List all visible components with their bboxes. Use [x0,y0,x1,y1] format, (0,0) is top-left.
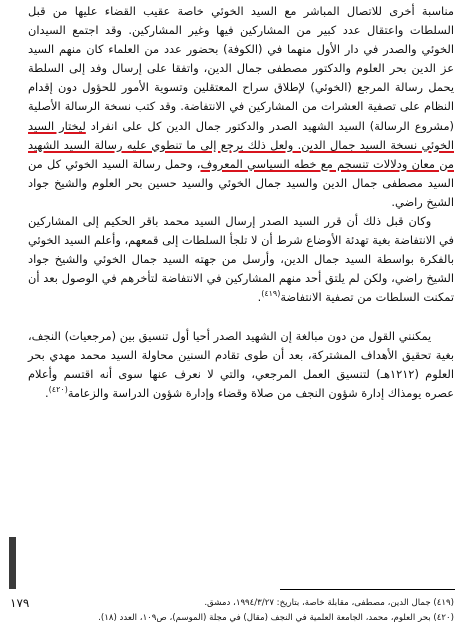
paragraph-1-tail: ، وحمل رسالة السيد الخوئي كل من السيد مصطفى جمال الدين والسيد جمال الخوئي والسيد حسين بحر العلوم والشيخ جواد الشيخ راضي. [28,156,454,209]
paragraph-3-end: . [45,385,49,400]
main-text [28,2,454,403]
paragraph-3-text: يمكنني القول من دون مبالغة إن الشهيد الصدر أحيا أول تنسيق بين (مرجعيات) النجف، بغية تحقيق الأهداف المشتركة، بعد أن طوى تقادم السنين محاولة السيد محمد مهدي بحر العلوم (١٢١٢هـ) لتنسيق العمل المرجعي، والتي لا نعرف عنها سوى أنه اقتسم وأعلام عصره يومذاك إدارة شؤون النجف من صلاة وقضاء وإدارة شؤون الدراسة والزعامة [28,328,454,400]
footnote-ref-420[interactable]: (٤٢٠) [48,384,68,394]
page-number: ١٧٩ [10,596,30,610]
paragraph-3 [28,327,454,403]
paragraph-1 [28,2,454,212]
footnote-420: (٤٢٠) بحر العلوم، محمد، الجامعة العلمية في النجف (مقال) في مجلة (الموسم)، ص١٠٩، العدد (١٨). [98,613,454,623]
paragraph-2-end: . [257,290,262,305]
footnote-divider [280,589,455,590]
paragraph-1-text: مناسبة أخرى للاتصال المباشر مع السيد الخوئي خاصة عقيب القضاء عليها من قبل السلطات واعتقال عدد كبير من المشاركين فيها وغير المشاركين. وقد اجتمع السيدان الخوئي والصدر في دار الأول منهما في (الكوفة) بحضور عدد من العلماء كان منهم السيد عز الدين بحر العلوم والدكتور مصطفى جمال الدين، واتفقا على إرسال وفد إلى السلطة يحمل رسالة المرجع (الخوئي) لإطلاق سراح المعتقلين وتسوية الأمور للحؤول دون إقدام النظام على تصفية العشرات من المشاركين في الانتفاضة. وقد كتب نسخة الرسالة الأصلية (مشروع الرسالة) السيد الشهيد الصدر والدكتور جمال الدين كل على انفراد [28,4,454,133]
footnote-419: (٤١٩) جمال الدين، مصطفى، مقابلة خاصة، بتاريخ: ١٩٩٤/٣/٢٧، دمشق. [204,598,454,608]
paragraph-2 [28,212,454,307]
footnote-ref-419[interactable]: (٤١٩) [261,289,281,299]
footnotes [28,596,454,626]
paragraph-2-text: وكان قبل ذلك أن قرر السيد الصدر إرسال السيد محمد باقر الحكيم إلى المشاركين في الانتفاضة بغية تهدئة الأوضاع شرط أن لا تلجأ السلطات إلى قمعهم، وأعلم السيد الخوئي بالفكرة بواسطة السيد جمال الدين، وأرسل من جهته السيد جمال الخوئي والشيخ جواد الشيخ راضي، ولكن لم يلتق أحد منهم المشاركين في الانتفاضة لتأخرهم في الوصول بعد أن تمكنت السلطات من تصفية الانتفاضة [28,214,454,305]
margin-bar [9,537,16,589]
underlined-passage: ليختار السيد الخوئي نسخة السيد جمال الدين. ولعل ذلك يرجع إلى ما تنطوي عليه رسالة السيد الشهيد من معان ودلالات تنسجم مع خطه السياسي المعروف [28,118,454,171]
